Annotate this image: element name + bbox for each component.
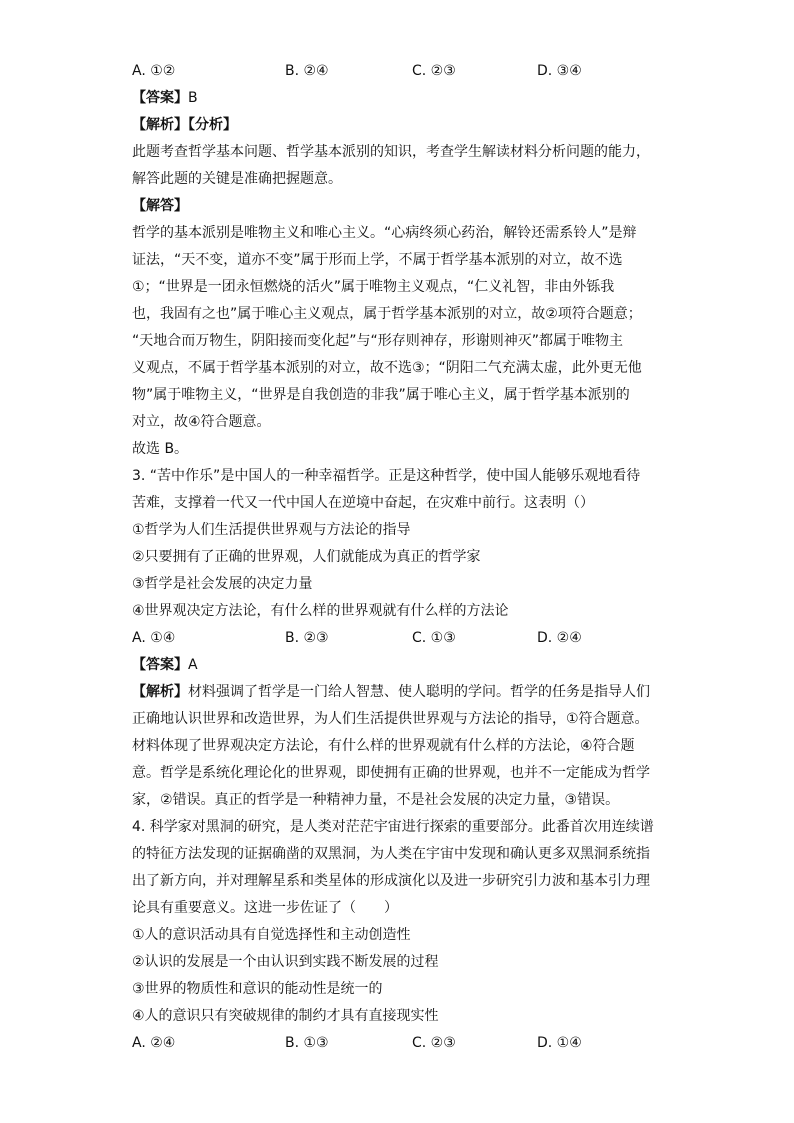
q3-statement: ③哲学是社会发展的决定力量 (132, 576, 313, 592)
q3-option-d: D. ②④ (537, 630, 582, 646)
q2-answer-value: B (188, 90, 198, 106)
q2-solution-line: “天地合而万物生，阴阳接而变化起”与“形存则神存，形谢则神灭”都属于唯物主 (132, 333, 624, 349)
q2-analysis-line: 此题考查哲学基本问题、哲学基本派别的知识，考查学生解读材料分析问题的能力， (132, 144, 650, 160)
q2-analysis-heading (132, 112, 672, 139)
q2-solution-line: 义观点，不属于哲学基本派别的对立，故不选③；“阴阳二气充满太虚，此外更无他 (132, 360, 642, 376)
q3-stem-line: 3. “苦中作乐”是中国人的一种幸福哲学。正是这种哲学，使中国人能够乐观地看待 (132, 468, 641, 484)
q3-statement: ④世界观决定方法论，有什么样的世界观就有什么样的方法论 (132, 603, 509, 619)
q3-analysis-line: 正确地认识世界和改造世界，为人们生活提供世界观与方法论的指导，①符合题意。 (132, 711, 649, 727)
q2-option-d: D. ③④ (537, 63, 582, 79)
q4-option-d: D. ①④ (537, 1035, 582, 1051)
q4-stem-line: 的特征方法发现的证据确凿的双黑洞，为人类在宇宙中发现和确认更多双黑洞系统指 (132, 846, 650, 862)
q4-stem-line: 4. 科学家对黑洞的研究，是人类对茫茫宇宙进行探索的重要部分。此番首次用连续谱 (132, 819, 654, 835)
q3-analysis-first-text: 材料强调了哲学是一门给人智慧、使人聪明的学问。哲学的任务是指导人们 (188, 684, 650, 700)
q2-solution-line: 对立，故④符合题意。 (132, 414, 271, 430)
q2-solution-tag: 【解答】 (132, 198, 188, 214)
q4-option-b: B. ①③ (285, 1035, 329, 1051)
q3-answer (132, 652, 672, 679)
q4-statement: ④人的意识只有突破规律的制约才具有直接现实性 (132, 1008, 439, 1024)
q2-solution-line: 证法，“天不变，道亦不变”属于形而上学，不属于哲学基本派别的对立，故不选 (132, 252, 623, 268)
q4-stem-line: 论具有重要意义。这进一步佐证了（ ） (132, 900, 398, 916)
q2-solution-line: 物”属于唯物主义，“世界是自我创造的非我”属于唯心主义，属于哲学基本派别的 (132, 387, 630, 403)
q3-option-a: A. ①④ (132, 630, 176, 646)
q3-answer-value: A (188, 657, 198, 673)
q3-statement: ②只要拥有了正确的世界观，人们就能成为真正的哲学家 (132, 549, 481, 565)
q2-solution-line: 故选 B。 (132, 441, 189, 457)
q4-stem-line: 出了新方向，并对理解星系和类星体的形成演化以及进一步研究引力波和基本引力理 (132, 873, 650, 889)
q2-solution-heading (132, 193, 672, 220)
page-content (132, 58, 672, 1057)
q2-answer-tag: 【答案】 (132, 90, 188, 106)
q4-options (132, 1030, 672, 1057)
q2-option-a: A. ①② (132, 63, 176, 79)
q3-statement: ①哲学为人们生活提供世界观与方法论的指导 (132, 522, 411, 538)
q3-option-c: C. ①③ (412, 630, 456, 646)
q3-analysis-tag: 【解析】 (132, 684, 188, 700)
q3-analysis-first-line (132, 679, 672, 706)
q4-option-c: C. ②③ (412, 1035, 456, 1051)
q2-solution-line: ①；“世界是一团永恒燃烧的活火”属于唯物主义观点，“仁义礼智，非由外铄我 (132, 279, 615, 295)
q2-option-c: C. ②③ (412, 63, 456, 79)
q3-option-b: B. ②③ (285, 630, 329, 646)
q2-answer (132, 85, 672, 112)
q2-option-b: B. ②④ (285, 63, 329, 79)
q3-analysis-line: 材料体现了世界观决定方法论，有什么样的世界观就有什么样的方法论，④符合题 (132, 738, 635, 754)
q3-stem-line: 苦难，支撑着一代又一代中国人在逆境中奋起，在灾难中前行。这表明（） (132, 495, 594, 511)
q2-options (132, 58, 672, 85)
q2-solution-line: 哲学的基本派别是唯物主义和唯心主义。“心病终须心药治，解铃还需系铃人”是辩 (132, 225, 637, 241)
q3-options (132, 625, 672, 652)
q4-statement: ③世界的物质性和意识的能动性是统一的 (132, 981, 383, 997)
q4-statement: ①人的意识活动具有自觉选择性和主动创造性 (132, 927, 411, 943)
q2-analysis-line: 解答此题的关键是准确把握题意。 (132, 171, 342, 187)
q3-analysis-line: 家，②错误。真正的哲学是一种精神力量，不是社会发展的决定力量，③错误。 (132, 792, 620, 808)
q2-analysis-tag: 【解析】【分析】 (132, 117, 237, 133)
q3-answer-tag: 【答案】 (132, 657, 188, 673)
q3-analysis-line: 意。哲学是系统化理论化的世界观，即使拥有正确的世界观，也并不一定能成为哲学 (132, 765, 650, 781)
q4-option-a: A. ②④ (132, 1035, 176, 1051)
q2-solution-line: 也，我固有之也”属于唯心主义观点，属于哲学基本派别的对立，故②项符合题意； (132, 306, 642, 322)
q4-statement: ②认识的发展是一个由认识到实践不断发展的过程 (132, 954, 439, 970)
